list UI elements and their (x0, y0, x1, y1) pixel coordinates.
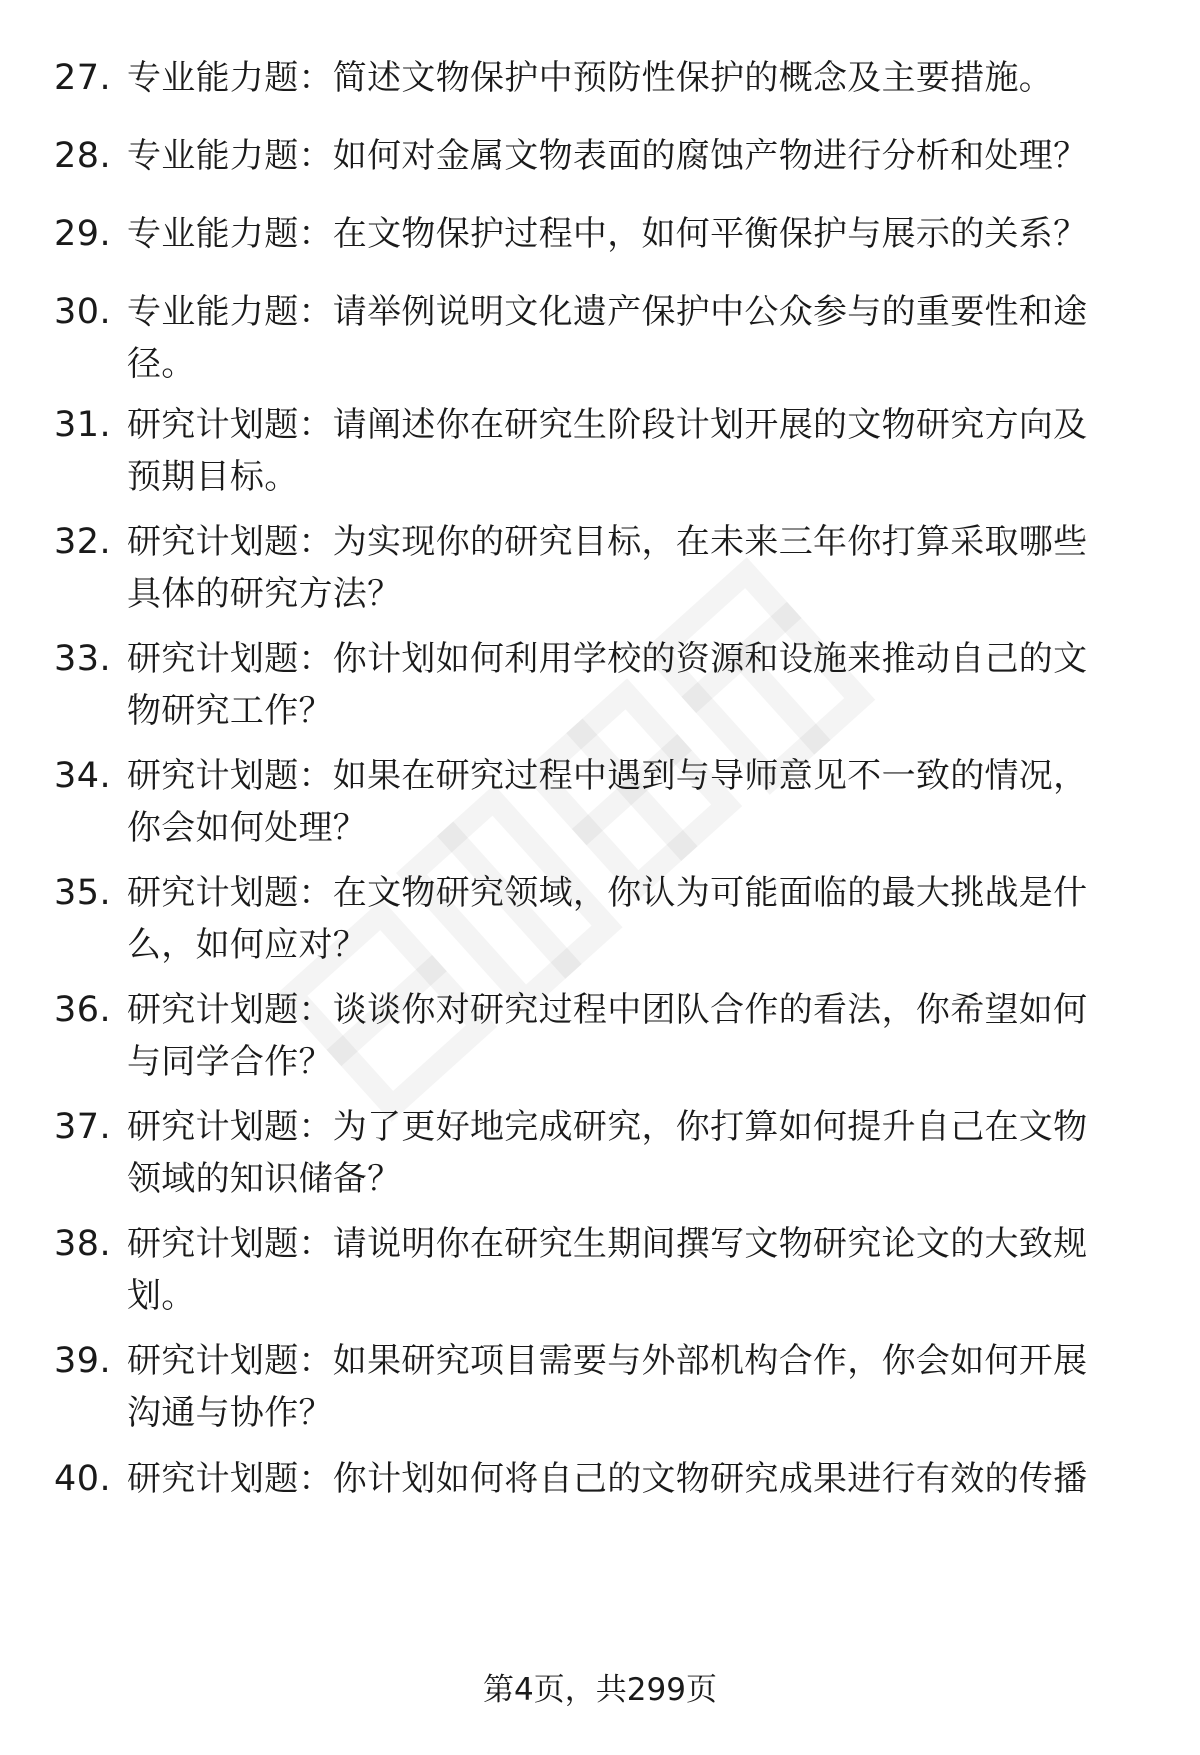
question-number: 31. (54, 405, 112, 445)
question-text-line: 研究计划题：在文物研究领域，你认为可能面临的最大挑战是什 (127, 873, 1088, 913)
question-number: 39. (54, 1341, 112, 1381)
question-text (127, 633, 1137, 737)
question-text-line: 预期目标。 (127, 457, 299, 497)
question-number: 40. (54, 1459, 112, 1499)
question-text (127, 984, 1137, 1088)
question-text-line: 专业能力题：如何对金属文物表面的腐蚀产物进行分析和处理？ (127, 136, 1088, 176)
question-text (127, 750, 1137, 854)
question-number: 32. (54, 522, 112, 562)
question-text-line: 划。 (127, 1276, 196, 1316)
question-text-line: 研究计划题：如果在研究过程中遇到与导师意见不一致的情况， (127, 756, 1088, 796)
question-text (127, 1218, 1137, 1322)
question-text-line: 专业能力题：请举例说明文化遗产保护中公众参与的重要性和途 (127, 292, 1088, 332)
question-text (127, 52, 1137, 104)
question-text-line: 专业能力题：简述文物保护中预防性保护的概念及主要措施。 (127, 58, 1054, 98)
question-text (127, 208, 1137, 260)
question-text-line: 你会如何处理？ (127, 808, 368, 848)
question-text-line: 研究计划题：为实现你的研究目标，在未来三年你打算采取哪些 (127, 522, 1088, 562)
question-text (127, 286, 1137, 390)
question-number: 37. (54, 1107, 112, 1147)
question-text-line: 研究计划题：请阐述你在研究生阶段计划开展的文物研究方向及 (127, 405, 1088, 445)
question-number: 33. (54, 639, 112, 679)
question-text-line: 物研究工作？ (127, 691, 333, 731)
page-number-footer: 第4页，共299页 (483, 1672, 717, 1708)
question-text (127, 130, 1137, 182)
question-text-line: 研究计划题：你计划如何将自己的文物研究成果进行有效的传播 (127, 1459, 1088, 1499)
question-text-line: 研究计划题：你计划如何利用学校的资源和设施来推动自己的文 (127, 639, 1088, 679)
question-number: 29. (54, 214, 112, 254)
question-number: 27. (54, 58, 112, 98)
question-text-line: 与同学合作？ (127, 1042, 333, 1082)
question-text-line: 专业能力题：在文物保护过程中，如何平衡保护与展示的关系？ (127, 214, 1088, 254)
question-number: 38. (54, 1224, 112, 1264)
question-text-line: 径。 (127, 344, 196, 384)
question-text (127, 1101, 1137, 1205)
question-text (127, 1453, 1137, 1505)
question-text (127, 867, 1137, 971)
question-number: 36. (54, 990, 112, 1030)
question-text-line: 么，如何应对？ (127, 925, 368, 965)
question-text-line: 沟通与协作？ (127, 1393, 333, 1433)
question-text (127, 1335, 1137, 1439)
question-number: 28. (54, 136, 112, 176)
question-text-line: 研究计划题：谈谈你对研究过程中团队合作的看法，你希望如何 (127, 990, 1088, 1030)
question-number: 34. (54, 756, 112, 796)
question-number: 30. (54, 292, 112, 332)
question-number: 35. (54, 873, 112, 913)
question-text-line: 具体的研究方法？ (127, 574, 402, 614)
question-text-line: 研究计划题：为了更好地完成研究，你打算如何提升自己在文物 (127, 1107, 1088, 1147)
question-text-line: 研究计划题：请说明你在研究生期间撰写文物研究论文的大致规 (127, 1224, 1088, 1264)
question-text-line: 研究计划题：如果研究项目需要与外部机构合作，你会如何开展 (127, 1341, 1088, 1381)
question-text (127, 399, 1137, 503)
question-text-line: 领域的知识储备？ (127, 1159, 402, 1199)
question-text (127, 516, 1137, 620)
